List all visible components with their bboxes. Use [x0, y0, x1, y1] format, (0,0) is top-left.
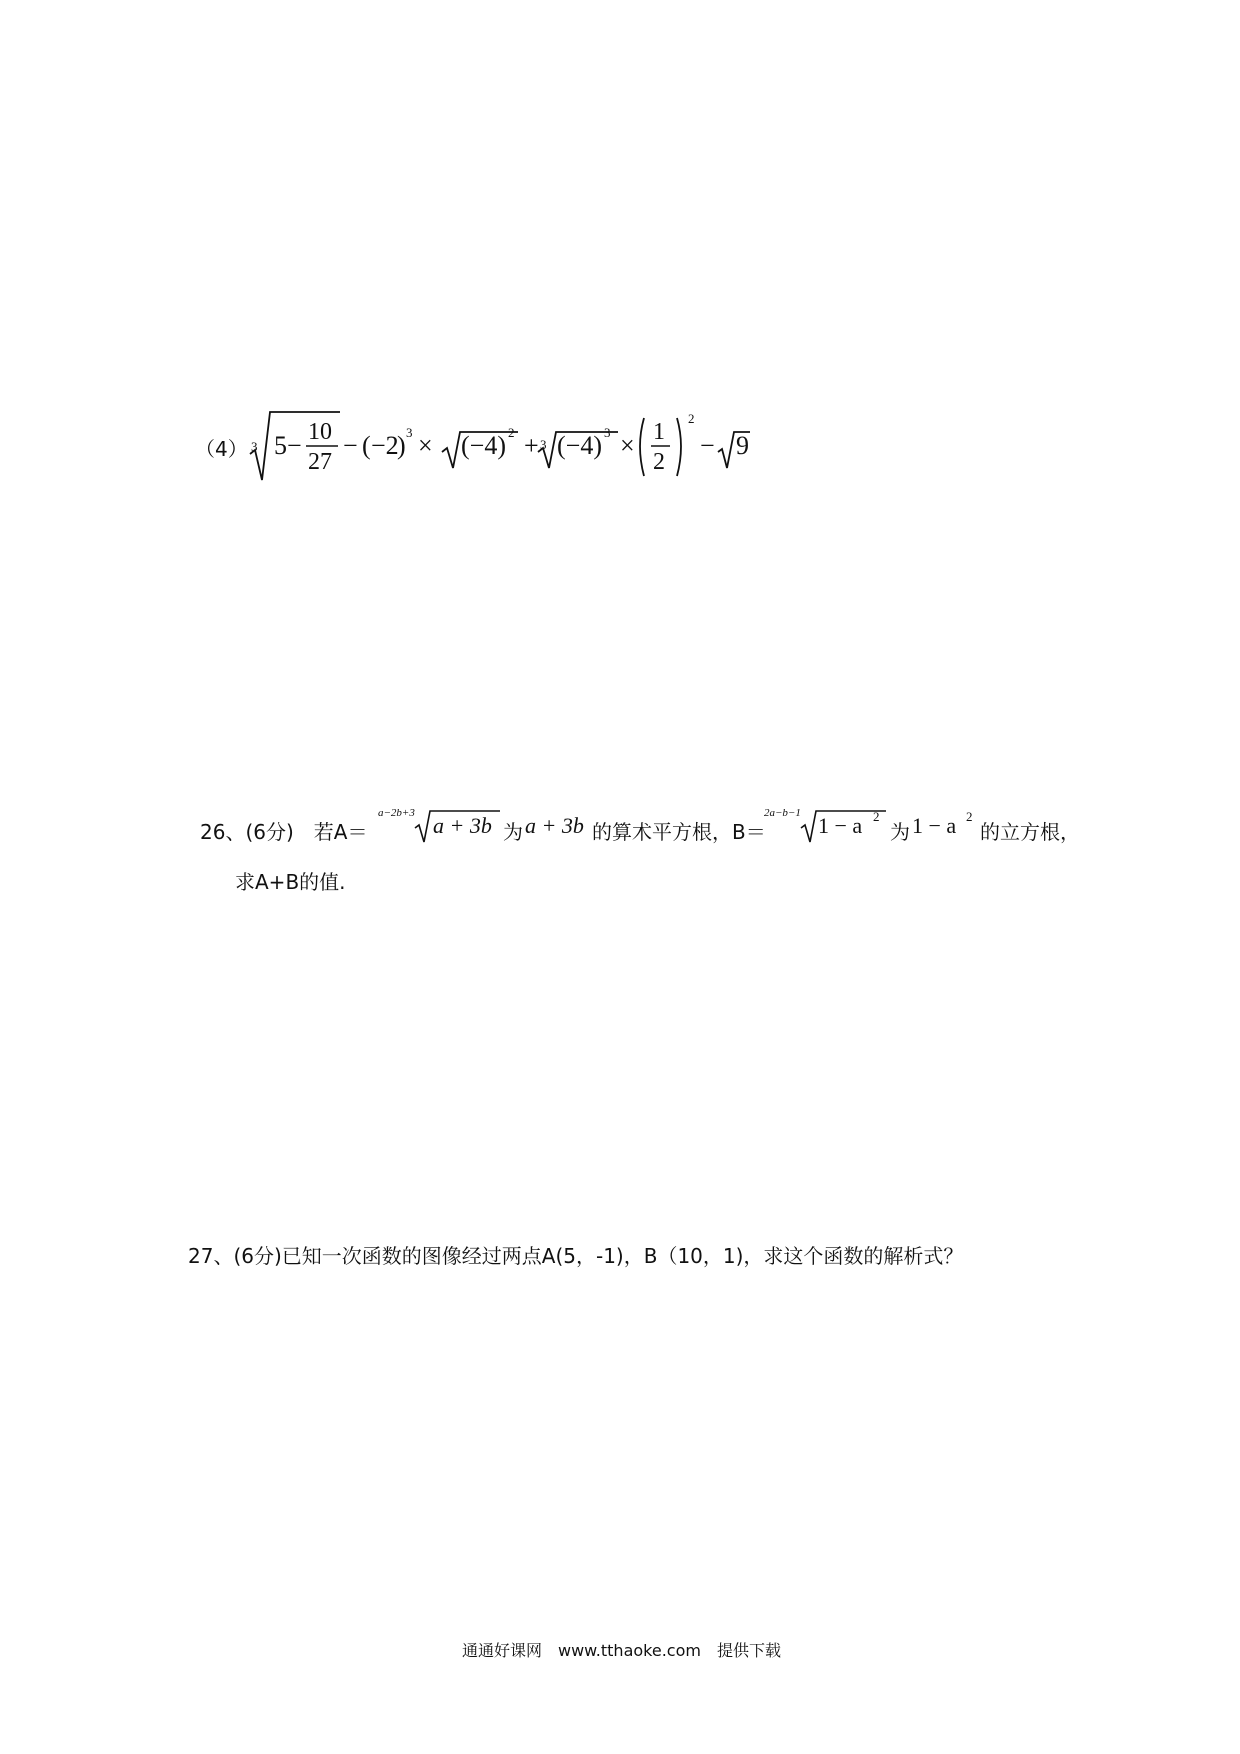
- term-5: 5: [274, 431, 287, 460]
- radical-B-index: 2a−b−1: [764, 807, 801, 819]
- problem-26-mid2: 的算术平方根，B＝: [592, 820, 766, 844]
- half-numerator: 1: [653, 419, 665, 445]
- times-sign: ×: [418, 431, 433, 460]
- open-paren: (: [362, 431, 371, 460]
- problem-26-mid3: 为: [890, 820, 910, 844]
- exponent-2: 2: [508, 425, 515, 440]
- page-footer: 通通好课网 www.tthaoke.com 提供下载: [462, 1641, 781, 1660]
- exponent-3: 3: [406, 425, 413, 440]
- problem-27: 27、(6分)已知一次函数的图像经过两点A(5，-1)，B（10，1)，求这个函数的解析式？: [188, 1244, 964, 1268]
- minus-sign-3: −: [700, 431, 715, 460]
- radical-A-radicand: a + 3b: [433, 813, 492, 838]
- close-paren: ): [397, 431, 406, 460]
- radical-A-index: a−2b+3: [378, 807, 415, 819]
- cube-root-index: 3: [251, 439, 258, 454]
- exponent-3-b: 3: [604, 425, 611, 440]
- problem-26-prefix: 26、(6分) 若A＝: [200, 820, 368, 844]
- radical-B-exponent: 2: [873, 809, 880, 824]
- neg-two: −2: [371, 431, 399, 460]
- expr-a-plus-3b: a + 3b: [525, 813, 584, 838]
- problem-26-suffix: 的立方根，: [980, 820, 1080, 844]
- term-9: 9: [736, 431, 749, 460]
- problem-26-mid1: 为: [503, 820, 523, 844]
- problem-26-line2: 求A+B的值.: [235, 870, 346, 894]
- fraction-denominator: 27: [308, 449, 332, 475]
- neg-four-squared: (−4): [461, 431, 506, 460]
- minus-sign: −: [287, 431, 302, 460]
- expr-1-minus-a: 1 − a: [912, 813, 957, 838]
- problem-4-label: （4）: [195, 437, 248, 461]
- neg-four-cubed: (−4): [557, 431, 602, 460]
- fraction-numerator: 10: [308, 419, 332, 445]
- half-denominator: 2: [653, 449, 665, 475]
- expr-1-minus-a-exponent: 2: [966, 809, 973, 824]
- times-sign-2: ×: [620, 431, 635, 460]
- cube-root-index-2: 3: [540, 437, 547, 452]
- minus-sign-2: −: [343, 431, 358, 460]
- radical-B-radicand: 1 − a: [818, 813, 863, 838]
- exponent-2-b: 2: [688, 411, 695, 426]
- plus-sign: +: [524, 431, 539, 460]
